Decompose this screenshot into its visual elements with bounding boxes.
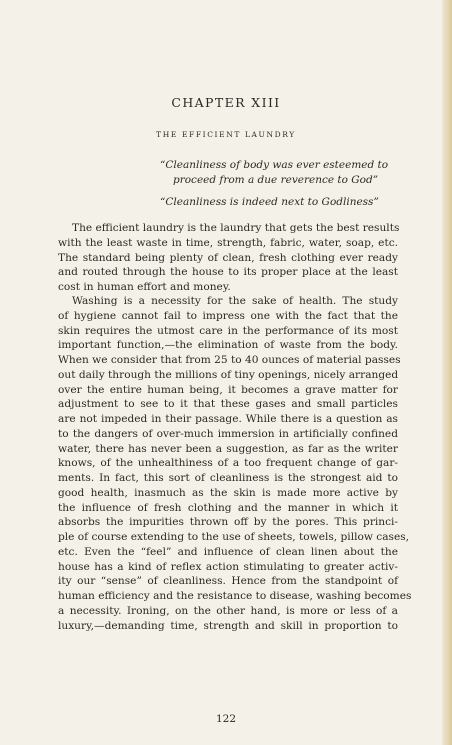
paragraph-line: cost in human effort and money. — [58, 281, 231, 293]
paragraph-line: house has a kind of reflex action stimulating to greater activ- — [58, 560, 398, 573]
paragraph-line: When we consider that from 25 to 40 ounces of material passes — [58, 354, 401, 366]
paragraph-line: a necessity. Ironing, on the other hand, is more or less of a — [58, 604, 398, 617]
paragraph-line: ments. In fact, this sort of cleanliness is the strongest aid to — [58, 472, 398, 484]
paragraph-line: with the least waste in time, strength, fabric, water, soap, etc. — [58, 236, 398, 249]
body-paragraph — [58, 294, 412, 633]
epigraph-line: proceed from a due reverence to God” — [173, 174, 379, 186]
paragraph-line: out daily through the millions of tiny openings, nicely arranged — [58, 368, 399, 381]
paragraph-line: water, there has never been a suggestion, as far as the writer — [58, 442, 398, 455]
epigraph-quote — [160, 195, 420, 210]
chapter-heading: CHAPTER XIII — [171, 95, 281, 110]
paragraph-line: The efficient laundry is the laundry that gets the best results — [72, 222, 400, 234]
page-number: 122 — [215, 713, 237, 725]
paragraph-line: are not impeded in their passage. While there is a question as — [58, 413, 398, 425]
paragraph-line: etc. Even the “feel” and influence of clean linen about the — [58, 545, 398, 558]
paragraph-line: and routed through the house to its proper place at the least — [58, 266, 398, 279]
paragraph-line: Washing is a necessity for the sake of health. The study — [72, 295, 398, 307]
epigraph-line: “Cleanliness is indeed next to Godliness” — [160, 196, 379, 208]
paragraph-line: ple of course extending to the use of sheets, towels, pillow cases, — [58, 531, 410, 543]
paragraph-line: ity our “sense” of cleanliness. Hence from the standpoint of — [58, 575, 398, 588]
paragraph-line: The standard being plenty of clean, fresh clothing ever ready — [58, 251, 398, 264]
paragraph-line: luxury,—demanding time, strength and skill in proportion to — [58, 619, 398, 632]
paragraph-line: skin requires the utmost care in the performance of its most — [58, 324, 398, 337]
body-paragraph — [58, 221, 398, 295]
paragraph-line: over the entire human being, it becomes a grave matter for — [58, 383, 398, 396]
page-edge — [442, 0, 452, 745]
paragraph-line: of hygiene cannot fail to impress one with the fact that the — [58, 309, 398, 322]
paragraph-line: human efficiency and the resistance to disease, washing becomes — [58, 590, 412, 602]
epigraph-quote — [160, 158, 420, 188]
paragraph-line: the influence of fresh clothing and the manner in which it — [58, 501, 398, 514]
paragraph-line: knows, of the unhealthiness of a too frequent change of gar- — [58, 457, 398, 470]
paragraph-line: important function,—the elimination of waste from the body. — [58, 339, 398, 352]
paragraph-line: good health, inasmuch as the skin is made more active by — [58, 486, 398, 499]
epigraph-line: “Cleanliness of body was ever esteemed to — [160, 159, 389, 171]
paragraph-line: to the dangers of over-much immersion in artificially confined — [58, 427, 398, 440]
chapter-title: THE EFFICIENT LAUNDRY — [156, 130, 296, 139]
paragraph-line: absorbs the impurities thrown off by the pores. This princi- — [58, 516, 398, 529]
paragraph-line: adjustment to see to it that these gases and small particles — [58, 398, 398, 411]
